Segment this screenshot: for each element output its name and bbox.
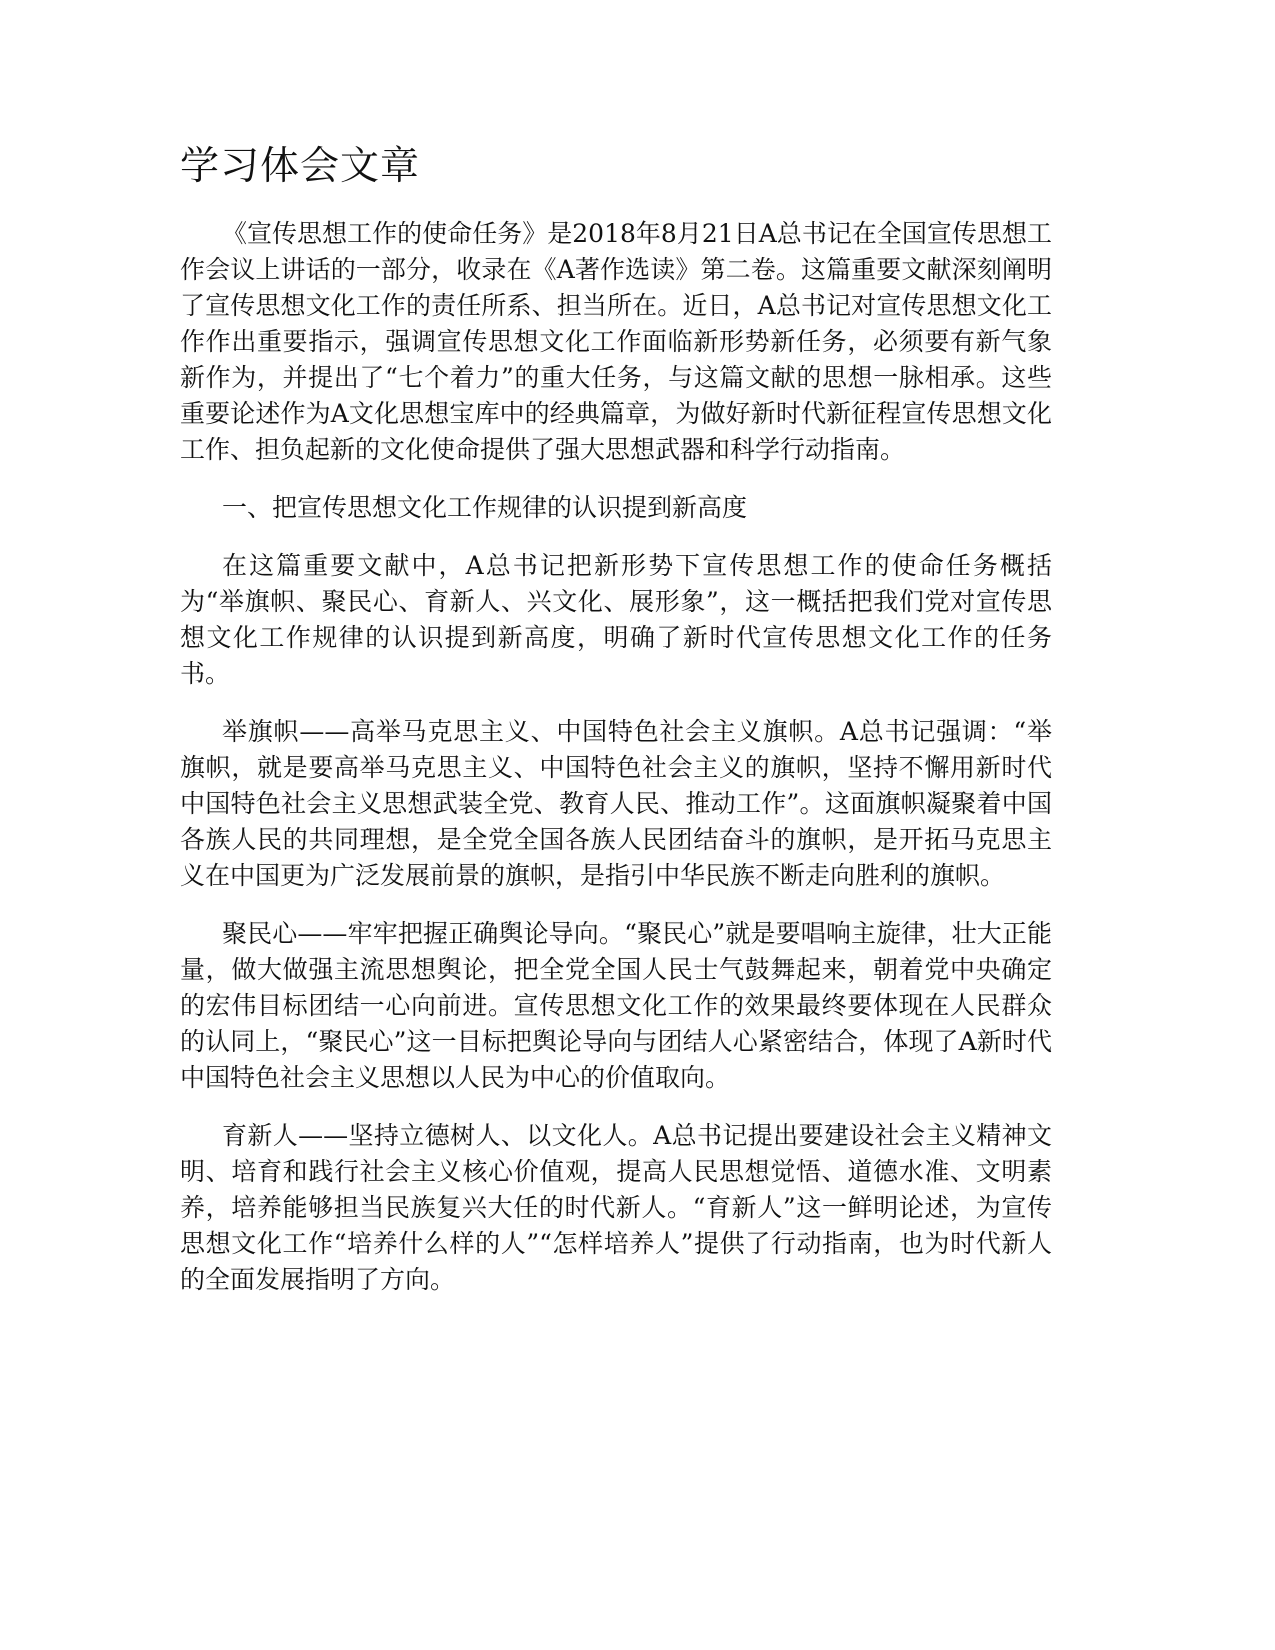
paragraph-intro: 《宣传思想工作的使命任务》是2018年8月21日A总书记在全国宣传思想工作会议上讲话的一部分，收录在《A著作选读》第二卷。这篇重要文献深刻阐明了宣传思想文化工作的责任所系、担当所在。近日，A总书记对宣传思想文化工作作出重要指示，强调宣传思想文化工作面临新形势新任务，必须要有新气象新作为，并提出了“七个着力”的重大任务，与这篇文献的思想一脉相承。这些重要论述作为A文化思想宝库中的经典篇章，为做好新时代新征程宣传思想文化工作、担负起新的文化使命提供了强大思想武器和科学行动指南。: [180, 219, 1052, 464]
section-heading-1: 一、把宣传思想文化工作规律的认识提到新高度: [222, 493, 748, 522]
document-body: [180, 140, 1052, 1320]
document-title: 学习体会文章: [180, 144, 421, 189]
paragraph-flag: 举旗帜——高举马克思主义、中国特色社会主义旗帜。A总书记强调：“举旗帜，就是要高举马克思主义、中国特色社会主义的旗帜，坚持不懈用新时代中国特色社会主义思想武装全党、教育人民、推动工作”。这面旗帜凝聚着中国各族人民的共同理想，是全党全国各族人民团结奋斗的旗帜，是开拓马克思主义在中国更为广泛发展前景的旗帜，是指引中华民族不断走向胜利的旗帜。: [180, 717, 1052, 890]
paragraph-overview: 在这篇重要文献中，A总书记把新形势下宣传思想工作的使命任务概括为“举旗帜、聚民心、育新人、兴文化、展形象”，这一概括把我们党对宣传思想文化工作规律的认识提到新高度，明确了新时代宣传思想文化工作的任务书。: [180, 551, 1052, 688]
paragraph-people: 聚民心——牢牢把握正确舆论导向。“聚民心”就是要唱响主旋律，壮大正能量，做大做强主流思想舆论，把全党全国人民士气鼓舞起来，朝着党中央确定的宏伟目标团结一心向前进。宣传思想文化工作的效果最终要体现在人民群众的认同上，“聚民心”这一目标把舆论导向与团结人心紧密结合，体现了A新时代中国特色社会主义思想以人民为中心的价值取向。: [180, 919, 1052, 1092]
paragraph-newcomers: 育新人——坚持立德树人、以文化人。A总书记提出要建设社会主义精神文明、培育和践行社会主义核心价值观，提高人民思想觉悟、道德水准、文明素养，培养能够担当民族复兴大任的时代新人。“育新人”这一鲜明论述，为宣传思想文化工作“培养什么样的人”“怎样培养人”提供了行动指南，也为时代新人的全面发展指明了方向。: [180, 1121, 1052, 1294]
